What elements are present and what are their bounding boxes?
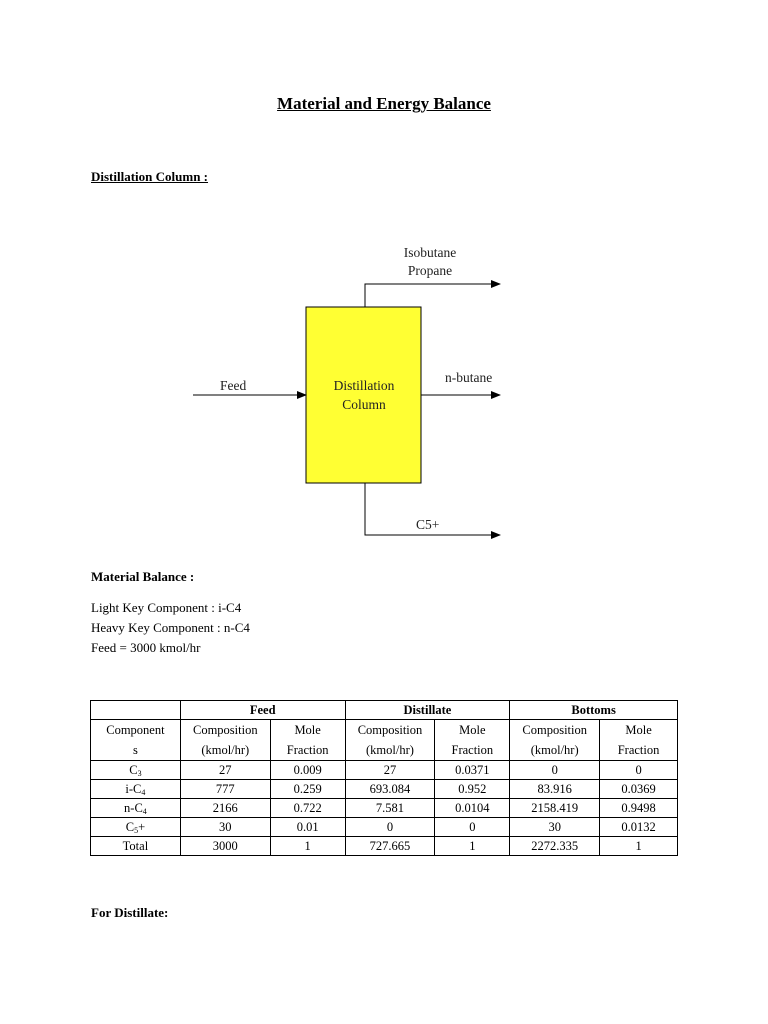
component-name-cell <box>91 780 181 799</box>
side-output-label: n-butane <box>445 370 493 385</box>
table-row <box>91 761 678 780</box>
component-header-text: Component s <box>106 723 165 757</box>
table-header-empty-cell <box>91 701 181 720</box>
bottoms-mole-fraction-cell: 0 <box>600 761 678 780</box>
section-heading-for-distillate: For Distillate: <box>91 905 169 920</box>
mole-fraction-header-text: Mole Fraction <box>451 723 494 757</box>
bottoms-composition-cell: 0 <box>510 761 600 780</box>
section-heading-distillation-column: Distillation Column : <box>91 169 209 184</box>
distillate-mole-fraction-cell: 0.952 <box>435 780 510 799</box>
composition-header-text: Composition (kmol/hr) <box>357 723 423 757</box>
distillate-composition-cell: 7.581 <box>345 799 435 818</box>
component-base: Total <box>122 839 149 853</box>
table-row-total <box>91 837 678 856</box>
bottoms-mole-fraction-cell: 1 <box>600 837 678 856</box>
feed-mole-fraction-cell: 0.01 <box>270 818 345 837</box>
bottoms-mole-fraction-cell: 0.0369 <box>600 780 678 799</box>
bottoms-composition-cell: 2158.419 <box>510 799 600 818</box>
table-row <box>91 799 678 818</box>
balance-info <box>91 598 250 658</box>
component-name-cell <box>91 837 181 856</box>
bottoms-composition-cell: 83.916 <box>510 780 600 799</box>
composition-header-text: Composition (kmol/hr) <box>522 723 587 757</box>
bottoms-composition-cell: 30 <box>510 818 600 837</box>
table-header-component <box>91 720 181 761</box>
distillation-column-diagram <box>0 230 768 550</box>
mole-fraction-header-text: Mole Fraction <box>617 723 660 757</box>
composition-header-text: Composition (kmol/hr) <box>192 723 258 757</box>
feed-mole-fraction-cell: 0.722 <box>270 799 345 818</box>
column-label-line1: Distillation <box>333 378 395 393</box>
table-header-bottoms-composition <box>510 720 600 761</box>
feed-label: Feed <box>220 378 247 393</box>
table-header-feed: Feed <box>180 701 345 720</box>
feed-mole-fraction-cell: 0.259 <box>270 780 345 799</box>
distillate-mole-fraction-cell: 1 <box>435 837 510 856</box>
distillate-composition-cell: 727.665 <box>345 837 435 856</box>
distillate-composition-cell: 693.084 <box>345 780 435 799</box>
table-header-distillate-mole-fraction <box>435 720 510 761</box>
bottoms-composition-cell: 2272.335 <box>510 837 600 856</box>
column-label-line2: Column <box>342 397 386 412</box>
table-subheader-row <box>91 720 678 761</box>
feed-mole-fraction-cell: 1 <box>270 837 345 856</box>
table-row <box>91 780 678 799</box>
table-header-bottoms-mole-fraction <box>600 720 678 761</box>
top-output-arrow <box>365 284 500 307</box>
distillate-mole-fraction-cell: 0.0104 <box>435 799 510 818</box>
component-base: n-C <box>124 801 143 815</box>
bottom-output-label: C5+ <box>416 517 440 532</box>
top-output-label-line2: Propane <box>407 263 453 278</box>
component-suffix: + <box>138 820 146 834</box>
bottoms-mole-fraction-cell: 0.0132 <box>600 818 678 837</box>
distillation-column-box <box>306 307 421 483</box>
heavy-key-text: Heavy Key Component : n-C4 <box>91 620 250 635</box>
table-group-header-row <box>91 701 678 720</box>
component-subscript: 3 <box>137 769 142 778</box>
feed-rate-text: Feed = 3000 kmol/hr <box>91 640 201 655</box>
table-header-bottoms: Bottoms <box>510 701 678 720</box>
component-subscript: 4 <box>142 807 147 816</box>
top-output-label-line1: Isobutane <box>403 245 457 260</box>
bottoms-mole-fraction-cell: 0.9498 <box>600 799 678 818</box>
mole-fraction-header-text: Mole Fraction <box>286 723 329 757</box>
feed-composition-cell: 777 <box>180 780 270 799</box>
material-balance-table <box>90 700 678 856</box>
distillate-mole-fraction-cell: 0 <box>435 818 510 837</box>
feed-composition-cell: 30 <box>180 818 270 837</box>
distillate-mole-fraction-cell: 0.0371 <box>435 761 510 780</box>
component-subscript: 5 <box>134 826 139 835</box>
table-header-distillate-composition <box>345 720 435 761</box>
table-header-feed-mole-fraction <box>270 720 345 761</box>
feed-composition-cell: 2166 <box>180 799 270 818</box>
component-name-cell <box>91 818 181 837</box>
section-heading-material-balance: Material Balance : <box>91 569 195 584</box>
component-base: i-C <box>125 782 142 796</box>
table-header-feed-composition <box>180 720 270 761</box>
table-header-distillate: Distillate <box>345 701 510 720</box>
feed-mole-fraction-cell: 0.009 <box>270 761 345 780</box>
component-base: C <box>125 820 135 834</box>
table-row <box>91 818 678 837</box>
feed-composition-cell: 3000 <box>180 837 270 856</box>
page-title: Material and Energy Balance <box>277 94 491 113</box>
feed-composition-cell: 27 <box>180 761 270 780</box>
component-name-cell <box>91 799 181 818</box>
light-key-text: Light Key Component : i-C4 <box>91 600 242 615</box>
distillate-composition-cell: 27 <box>345 761 435 780</box>
distillate-composition-cell: 0 <box>345 818 435 837</box>
component-subscript: 4 <box>141 788 146 797</box>
component-base: C <box>129 763 138 777</box>
component-name-cell <box>91 761 181 780</box>
